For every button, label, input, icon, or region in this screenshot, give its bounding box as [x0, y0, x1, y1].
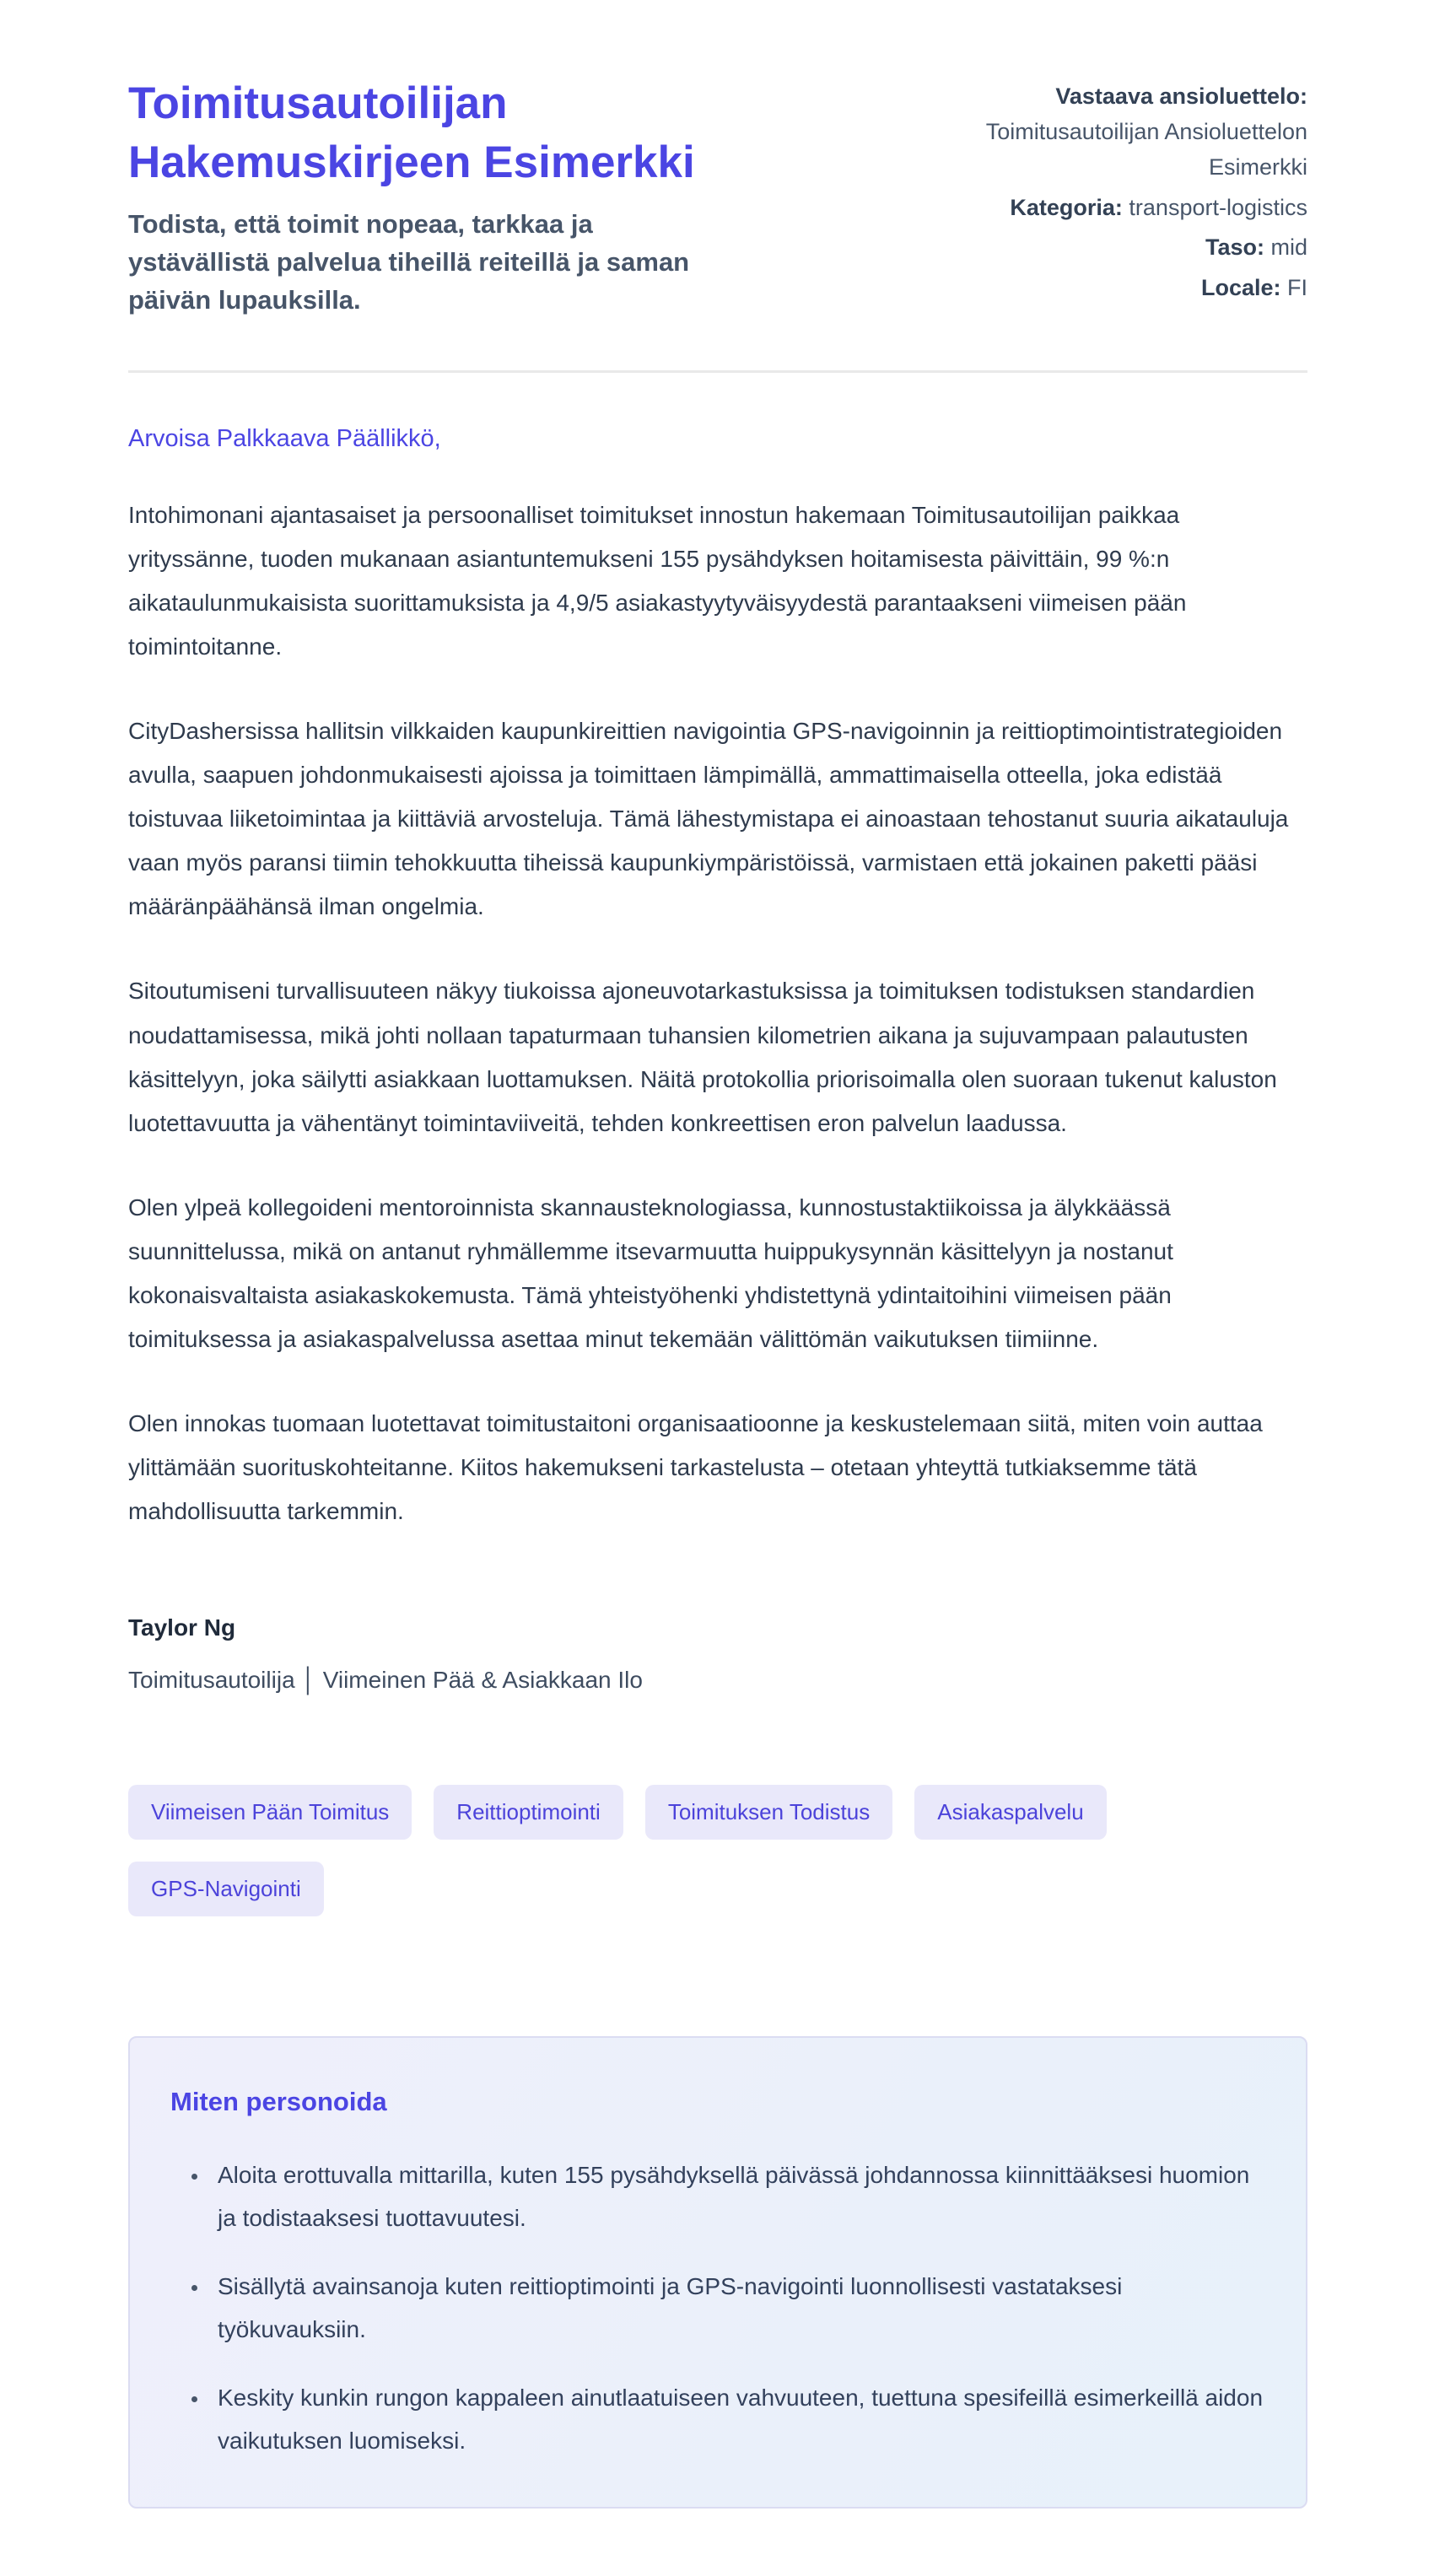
meta-level	[936, 230, 1307, 266]
personalization-tips-box	[128, 2036, 1307, 2509]
tag-proof-of-delivery: Toimituksen Todistus	[645, 1785, 892, 1840]
meta-locale-value: FI	[1287, 275, 1307, 301]
letter-body	[128, 425, 1307, 1695]
tag-gps-navigation: GPS-Navigointi	[128, 1862, 324, 1916]
letter-paragraph: Olen ylpeä kollegoideni mentoroinnista skannausteknologiassa, kunnostustaktiikoissa ja älykkäässä suunnittelussa, mikä on antanut ryhmällemme itsevarmuutta huippukysynnän käsittelyyn ja nostanut kokonaisvaltaista asiakaskokemusta. Tämä yhteistyöhenki yhdistettynä ydintaitoihini viimeisen pään toimituksessa ja asiakaspalvelussa asettaa minut tekemään välittömän vaikutuksen tiimiinne.	[128, 1194, 1173, 1352]
meta-locale	[936, 271, 1307, 306]
tip-item: • Sisällytä avainsanoja kuten reittioptimointi ja GPS-navigointi luonnollisesti vastataksesi työkuvauksiin.	[209, 2266, 1264, 2352]
meta-category	[936, 191, 1307, 226]
signature-title: Toimitusautoilija │ Viimeinen Pää & Asiakkaan Ilo	[128, 1667, 643, 1694]
letter-paragraph: Intohimonani ajantasaiset ja persoonalliset toimitukset innostun hakemaan Toimitusautoilijan paikkaa yrityssänne, tuoden mukanaan asiantuntemukseni 155 pysähdyksen hoitamisesta päivittäin, 99 %:n aikataulunmukaisista suorittamuksista ja 4,9/5 asiakastyytyväisyydestä parantaakseni viimeisen pään toimintoitanne.	[128, 501, 1187, 660]
meta-level-label: Taso:	[1205, 234, 1264, 261]
tag-route-optimization: Reittioptimointi	[434, 1785, 623, 1840]
tip-item: • Keskity kunkin rungon kappaleen ainutlaatuiseen vahvuuteen, tuettuna spesifeillä esimerkeillä aidon vaikutuksen luomiseksi.	[209, 2377, 1264, 2463]
page-title: Toimitusautoilijan Hakemuskirjeen Esimerkki	[128, 78, 695, 187]
header-title-block	[128, 74, 719, 320]
letter-greeting: Arvoisa Palkkaava Päällikkö,	[128, 424, 441, 452]
meta-category-label: Kategoria:	[1010, 194, 1123, 220]
header-divider	[128, 370, 1307, 373]
meta-level-value: mid	[1270, 234, 1307, 261]
letter-signature	[128, 1614, 1307, 1694]
keyword-tags	[128, 1785, 1307, 1916]
page-subtitle: Todista, että toimit nopeaa, tarkkaa ja ystävällistä palvelua tiheillä reiteillä ja saman päivän lupauksilla.	[128, 208, 690, 315]
tips-title: Miten personoida	[170, 2087, 387, 2117]
meta-locale-label: Locale:	[1200, 275, 1281, 301]
tag-customer-service: Asiakaspalvelu	[914, 1785, 1106, 1840]
signature-name: Taylor Ng	[128, 1614, 236, 1641]
letter-paragraph: Sitoutumiseni turvallisuuteen näkyy tiukoissa ajoneuvotarkastuksissa ja toimituksen todistuksen standardien noudattamisessa, mikä johti nollaan tapaturmaan tuhansien kilometrien aikana ja sujuvampaan palautusten käsittelyyn, joka säilytti asiakkaan luottamuksen. Näitä protokollia priorisoimalla olen suoraan tukenut kaluston luotettavuutta ja vähentänyt toimintaviiveitä, tehden konkreettisen eron palvelun laadussa.	[128, 978, 1277, 1136]
page-header	[128, 74, 1307, 320]
document-meta	[936, 74, 1307, 311]
meta-resume-label: Vastaava ansioluettelo:	[1055, 84, 1307, 109]
letter-paragraph: Olen innokas tuomaan luotettavat toimitustaitoni organisaatioonne ja keskustelemaan siitä, miten voin auttaa ylittämään suorituskohteitanne. Kiitos hakemukseni tarkastelusta – otetaan yhteyttä tutkiaksemme tätä mahdollisuutta tarkemmin.	[128, 1410, 1263, 1525]
letter-paragraph: CityDashersissa hallitsin vilkkaiden kaupunkireittien navigointia GPS-navigoinnin ja reittioptimointistrategioiden avulla, saapuen johdonmukaisesti ajoissa ja toimittaen lämpimällä, ammattimaisella otteella, joka edistää toistuvaa liiketoimintaa ja kiittäviä arvosteluja. Tämä lähestymistapa ei ainoastaan tehostanut suuria aikatauluja vaan myös paransi tiimin tehokkuutta tiheissä kaupunkiympäristöissä, varmistaen että jokainen paketti pääsi määränpäähänsä ilman ongelmia.	[128, 718, 1289, 920]
tag-last-mile-delivery: Viimeisen Pään Toimitus	[128, 1785, 412, 1840]
tip-item: • Aloita erottuvalla mittarilla, kuten 155 pysähdyksellä päivässä johdannossa kiinnittääksesi huomion ja todistaaksesi tuottavuutesi.	[209, 2154, 1264, 2240]
meta-category-value: transport-logistics	[1129, 194, 1307, 220]
meta-matching-resume	[936, 79, 1307, 186]
tips-list	[170, 2154, 1264, 2463]
meta-resume-value: Toimitusautoilijan Ansioluettelon Esimerkki	[985, 118, 1307, 180]
